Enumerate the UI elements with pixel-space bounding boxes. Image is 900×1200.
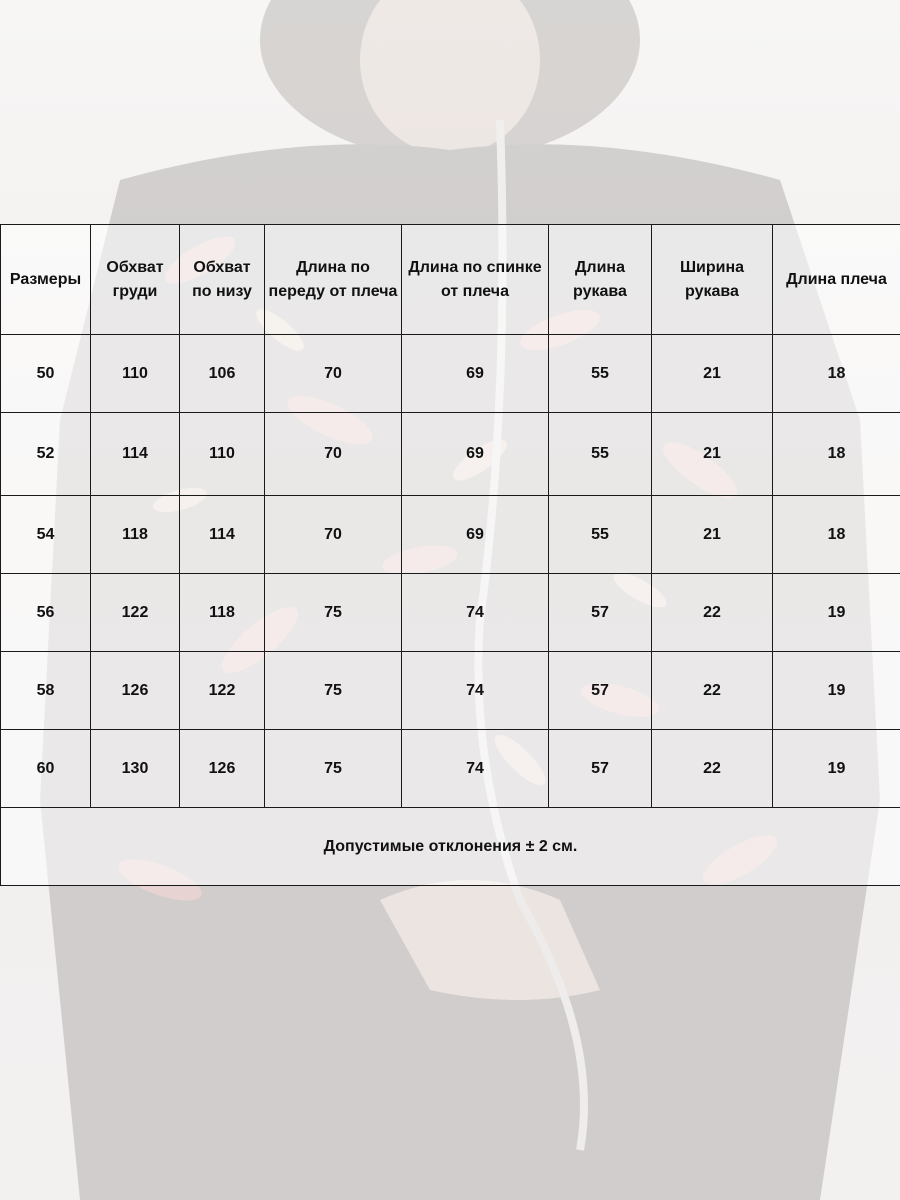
- table-cell: 60: [1, 730, 91, 808]
- table-cell: 19: [773, 652, 900, 730]
- table-row: [1, 335, 900, 413]
- table-cell: 18: [773, 413, 900, 496]
- table-cell: 110: [180, 413, 265, 496]
- table-cell: 58: [1, 652, 91, 730]
- table-cell: 70: [265, 413, 402, 496]
- table-cell: 21: [652, 496, 773, 574]
- table-cell: 70: [265, 496, 402, 574]
- table-cell: 75: [265, 574, 402, 652]
- table-cell: 57: [549, 574, 652, 652]
- table-cell: 118: [91, 496, 180, 574]
- table-row: [1, 496, 900, 574]
- table-cell: 118: [180, 574, 265, 652]
- tolerance-row: [1, 808, 900, 886]
- table-cell: 22: [652, 574, 773, 652]
- table-cell: 22: [652, 652, 773, 730]
- table-cell: 55: [549, 335, 652, 413]
- table-cell: 69: [402, 335, 549, 413]
- table-cell: 57: [549, 730, 652, 808]
- table-cell: 74: [402, 574, 549, 652]
- table-cell: 69: [402, 413, 549, 496]
- table-cell: 70: [265, 335, 402, 413]
- header-front-length: Длина по переду от плеча: [265, 225, 402, 335]
- table-header-row: [1, 225, 900, 335]
- header-sleeve-width: Ширина рукава: [652, 225, 773, 335]
- table-cell: 122: [180, 652, 265, 730]
- table-cell: 56: [1, 574, 91, 652]
- table-row: [1, 652, 900, 730]
- table-cell: 55: [549, 496, 652, 574]
- table-cell: 74: [402, 730, 549, 808]
- table-cell: 50: [1, 335, 91, 413]
- table-cell: 18: [773, 335, 900, 413]
- table-cell: 55: [549, 413, 652, 496]
- table-cell: 19: [773, 574, 900, 652]
- table-cell: 106: [180, 335, 265, 413]
- table-row: [1, 574, 900, 652]
- table-row: [1, 413, 900, 496]
- size-table: [0, 224, 900, 886]
- table-cell: 69: [402, 496, 549, 574]
- table-cell: 122: [91, 574, 180, 652]
- table-cell: 52: [1, 413, 91, 496]
- table-cell: 126: [180, 730, 265, 808]
- header-back-length: Длина по спинке от плеча: [402, 225, 549, 335]
- table-cell: 21: [652, 413, 773, 496]
- header-sleeve-length: Длина рукава: [549, 225, 652, 335]
- header-sizes: Размеры: [1, 225, 91, 335]
- table-cell: 114: [180, 496, 265, 574]
- table-cell: 110: [91, 335, 180, 413]
- table-cell: 130: [91, 730, 180, 808]
- table-cell: 74: [402, 652, 549, 730]
- table-cell: 114: [91, 413, 180, 496]
- table-cell: 19: [773, 730, 900, 808]
- table-cell: 22: [652, 730, 773, 808]
- table-cell: 18: [773, 496, 900, 574]
- table-cell: 75: [265, 730, 402, 808]
- table-row: [1, 730, 900, 808]
- table-cell: 126: [91, 652, 180, 730]
- table-cell: 57: [549, 652, 652, 730]
- tolerance-note: Допустимые отклонения ± 2 см.: [1, 808, 900, 886]
- header-hem: Обхват по низу: [180, 225, 265, 335]
- header-shoulder-length: Длина плеча: [773, 225, 900, 335]
- table-cell: 54: [1, 496, 91, 574]
- table-cell: 21: [652, 335, 773, 413]
- table-cell: 75: [265, 652, 402, 730]
- header-chest: Обхват груди: [91, 225, 180, 335]
